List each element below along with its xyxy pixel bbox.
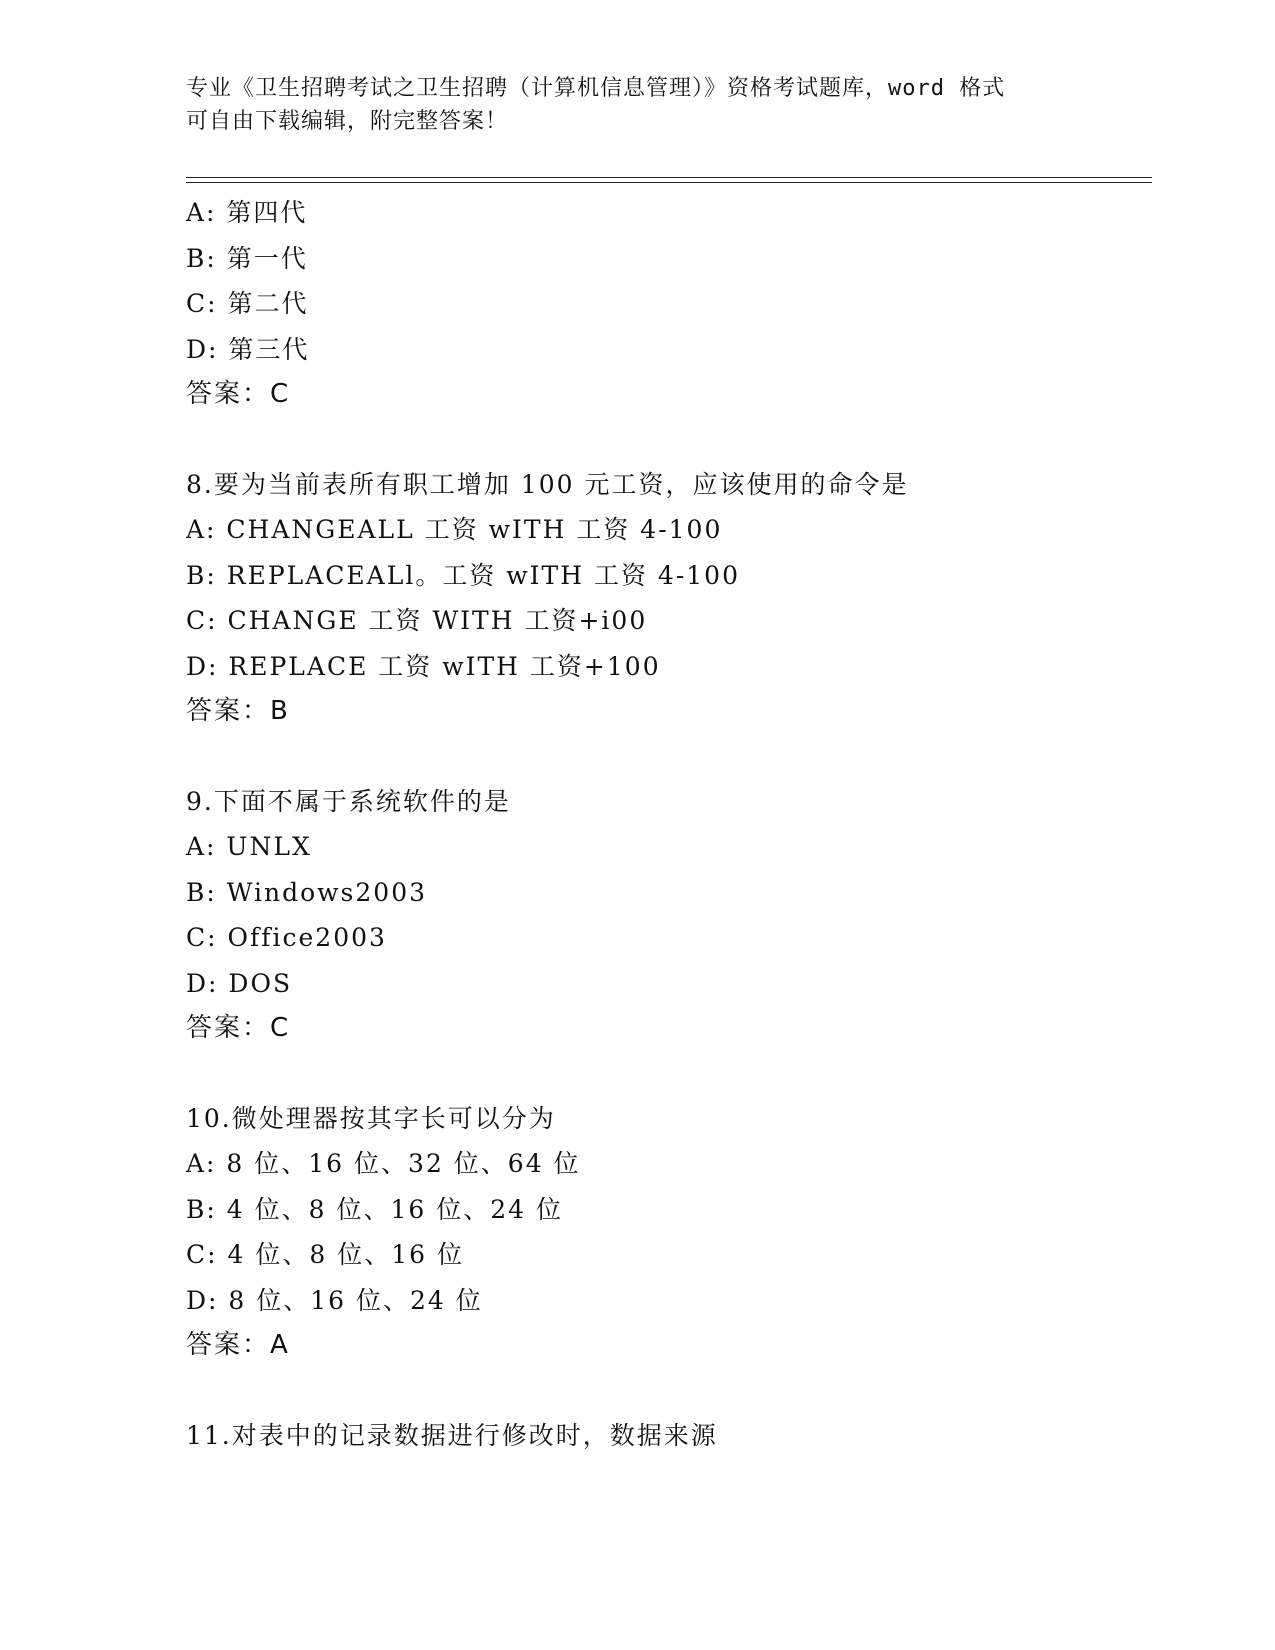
question-9: [186, 779, 1146, 1052]
answer-line: 答案：C: [186, 379, 291, 409]
option-d: D: 第三代: [186, 334, 310, 364]
option-d: D: 8 位、16 位、24 位: [186, 1285, 483, 1315]
option-d: D: DOS: [186, 968, 293, 998]
answer-line: 答案：B: [186, 696, 290, 726]
option-d: D: REPLACE 工资 wITH 工资+100: [186, 651, 661, 681]
option-b: B: Windows2003: [186, 877, 428, 907]
option-c: C: 4 位、8 位、16 位: [186, 1240, 464, 1269]
question-11: [186, 1413, 1146, 1459]
option-c: C: 第二代: [186, 289, 309, 318]
option-b: B: REPLACEALl。工资 wITH 工资 4-100: [186, 560, 740, 590]
option-a: A: 第四代: [186, 198, 308, 227]
option-a: A: CHANGEALL 工资 wITH 工资 4-100: [186, 515, 723, 544]
question-stem: 10.微处理器按其字长可以分为: [186, 1103, 556, 1133]
option-c: C: Office2003: [186, 923, 387, 952]
option-b: B: 第一代: [186, 243, 308, 273]
option-b: B: 4 位、8 位、16 位、24 位: [186, 1194, 563, 1224]
question-8: [186, 462, 1146, 735]
header-divider-bottom: [186, 182, 1152, 183]
question-10: [186, 1096, 1146, 1369]
option-a: A: 8 位、16 位、32 位、64 位: [186, 1149, 581, 1178]
answer-line: 答案：C: [186, 1013, 291, 1043]
option-a: A: UNLX: [186, 832, 312, 861]
question-stem: 11.对表中的记录数据进行修改时，数据来源: [186, 1420, 718, 1450]
question-stem: 8.要为当前表所有职工增加 100 元工资，应该使用的命令是: [186, 469, 909, 499]
option-c: C: CHANGE 工资 WITH 工资+i00: [186, 606, 648, 635]
header-title-line-2: 可自由下载编辑，附完整答案！: [186, 109, 509, 134]
answer-line: 答案：A: [186, 1330, 290, 1360]
question-list: [186, 190, 1146, 1458]
question-7: [186, 190, 1146, 418]
document-header: [186, 72, 1086, 138]
header-divider-top: [186, 177, 1152, 178]
header-title-line-1: 专业《卫生招聘考试之卫生招聘（计算机信息管理）》资格考试题库，word 格式: [186, 76, 1006, 101]
question-stem: 9.下面不属于系统软件的是: [186, 786, 511, 816]
